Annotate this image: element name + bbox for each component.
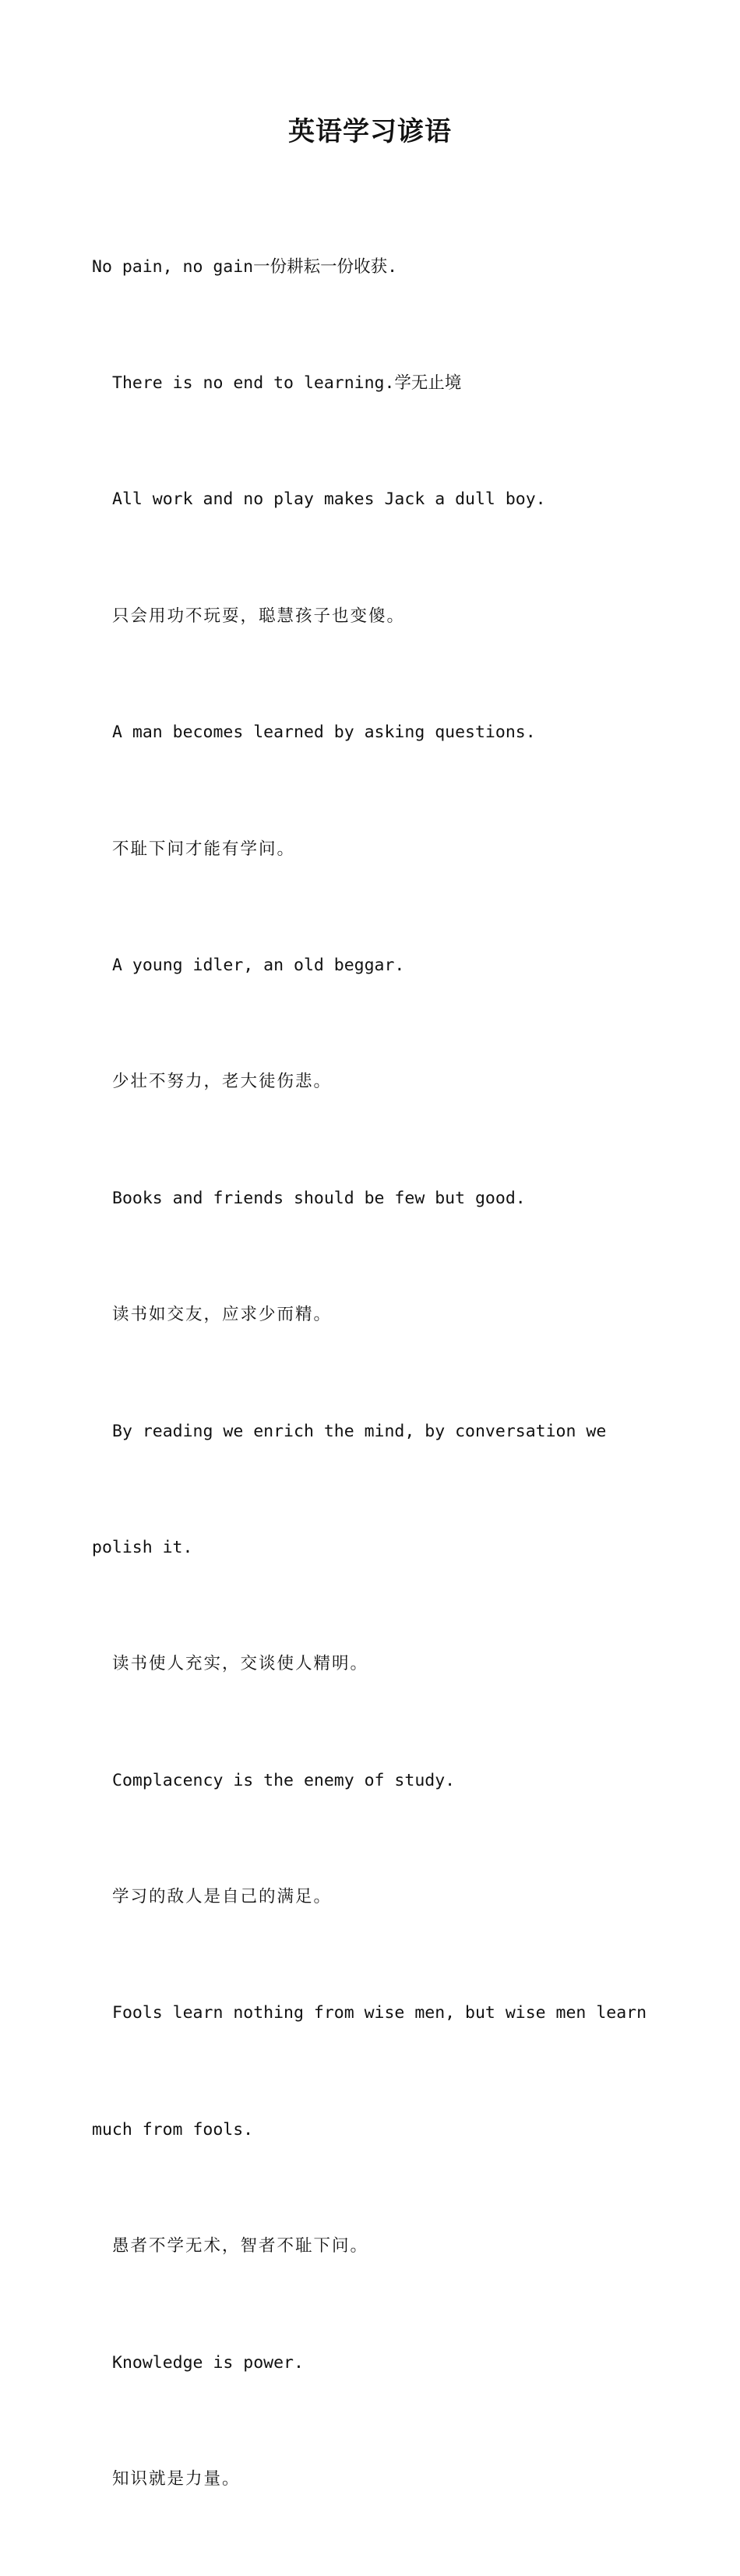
text-line: A man becomes learned by asking questions. (112, 723, 536, 743)
document-title: 英语学习谚语 (288, 116, 452, 147)
document-body (92, 170, 653, 2576)
text-line: Complacency is the enemy of study. (112, 1770, 456, 1790)
text-line: 愚者不学无术，智者不耻下问。 (112, 2236, 369, 2256)
text-line: 不耻下问才能有学问。 (112, 839, 296, 859)
text-line: Fools learn nothing from wise men, but wise men learn (112, 2003, 647, 2023)
text-line: By reading we enrich the mind, by conversation we (112, 1421, 607, 1441)
text-line: No pain, no gain一份耕耘一份收获. (92, 256, 398, 277)
text-line: 只会用功不玩耍，聪慧孩子也变傻。 (112, 606, 406, 626)
text-line: All work and no play makes Jack a dull boy. (112, 489, 546, 510)
text-line: Knowledge is power. (112, 2352, 304, 2373)
text-line: polish it. (92, 1537, 193, 1557)
text-line: Books and friends should be few but good. (112, 1188, 526, 1208)
text-line: 少壮不努力，老大徒伤悲。 (112, 1072, 333, 1092)
text-line: There is no end to learning.学无止境 (112, 373, 462, 393)
text-line: much from fools. (92, 2119, 254, 2140)
text-line: 读书使人充实，交谈使人精明。 (112, 1654, 369, 1674)
text-line: 知识就是力量。 (112, 2469, 241, 2489)
text-line: 读书如交友，应求少而精。 (112, 1305, 333, 1325)
text-line: 学习的敌人是自己的满足。 (112, 1887, 333, 1907)
text-line: A young idler, an old beggar. (112, 955, 405, 975)
